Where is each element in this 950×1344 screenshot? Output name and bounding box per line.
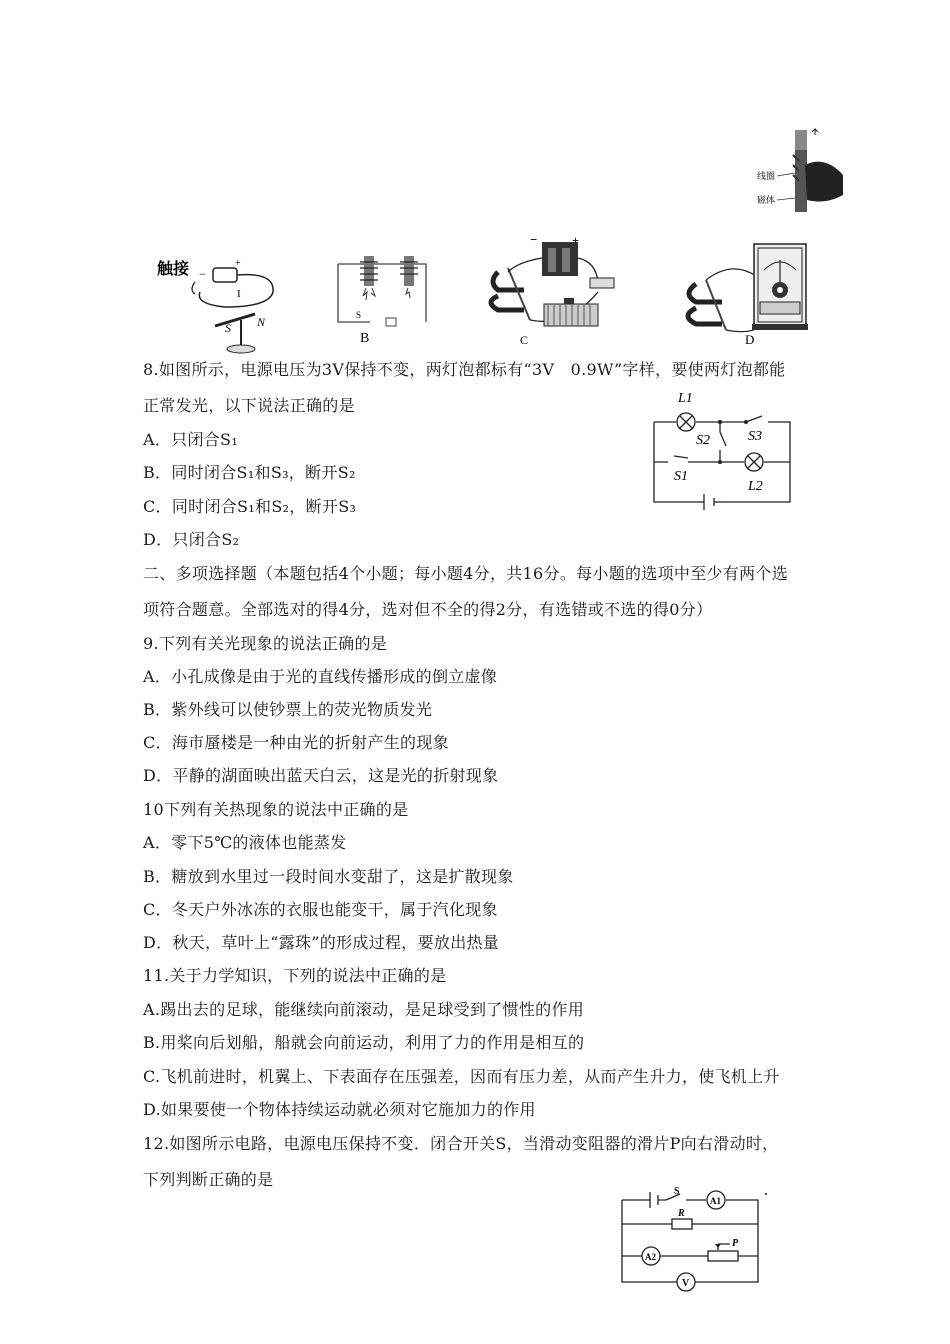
figure-d-generator-galvanometer [672,240,812,348]
q12-circuit-diagram [614,1186,774,1298]
q8-stem-line1: 8.如图所示，电源电压为3V保持不变，两灯泡都标有“3V 0.9W”字样，要使两灯泡都能 [143,360,786,379]
svg-text:S: S [225,321,231,335]
label-s3: S3 [748,429,762,444]
q8-option-a: A．只闭合S₁ [143,430,239,449]
resistor-r [672,1219,692,1229]
q11-option-b: B.用桨向后划船，船就会向前运动，利用了力的作用是相互的 [143,1033,585,1052]
q9-option-c: C．海市蜃楼是一种由光的折射产生的现象 [143,733,449,752]
q12-stem-line2: 下列判断正确的是 [143,1170,274,1189]
hand-coil-figure [755,125,845,220]
label-r: R [678,1208,685,1219]
svg-text:+: + [572,233,579,247]
battery [213,268,237,282]
q11-option-c: C.飞机前进时，机翼上、下表面存在压强差，因而有压力差，从而产生升力，使飞机上升 [143,1067,780,1086]
q8-option-d: D．只闭合S₂ [143,530,240,549]
horseshoe-magnet [688,284,722,324]
q8-option-b: B．同时闭合S₁和S₃，断开S₂ [143,463,356,482]
svg-text:I: I [237,288,241,300]
label-a2: A2 [645,1252,656,1262]
q9-option-a: A．小孔成像是由于光的直线传播形成的倒立虚像 [143,667,498,686]
electromagnet-right [404,256,414,286]
svg-text:+: + [235,258,241,269]
svg-text:−: − [530,232,538,247]
label-d: D [745,332,755,347]
section2-heading-line2: 项符合题意。全部选对的得4分，选对但不全的得2分，有选错或不选的得0分） [143,600,713,619]
label-c: C [520,333,529,347]
q10-option-a: A．零下5℃的液体也能蒸发 [143,833,347,852]
svg-text:S: S [356,310,362,320]
q11-stem: 11.关于力学知识，下列的说法中正确的是 [143,966,447,985]
q11-option-a: A.踢出去的足球，能继续向前滚动，是足球受到了惯性的作用 [143,1000,585,1019]
label-l2: L2 [748,479,763,494]
label-a1: A1 [710,1196,721,1206]
figure-a-compass-wire [155,252,285,356]
label-s2: S2 [696,433,710,448]
compass-needle [215,314,255,326]
figure-c-motor-circuit [478,232,628,348]
q10-option-d: D．秋天，草叶上“露珠”的形成过程，要放出热量 [143,933,500,952]
q9-option-d: D．平静的湖面映出蓝天白云，这是光的折射现象 [143,766,499,785]
coil-label: 线圈 [757,171,776,181]
q9-stem: 9.下列有关光现象的说法正确的是 [143,634,388,653]
label-s1: S1 [674,469,688,484]
figure-b-electromagnets [330,252,440,348]
q10-option-c: C．冬天户外冰冻的衣服也能变干，属于汽化现象 [143,900,498,919]
label-p: P [732,1238,739,1249]
q10-stem: 10下列有关热现象的说法中正确的是 [143,800,409,819]
section2-heading-line1: 二、多项选择题（本题包括4个小题；每小题4分，共16分。每小题的选项中至少有两个选 [143,564,789,583]
label-l1: L1 [678,391,693,406]
q11-option-d: D.如果要使一个物体持续运动就必须对它施加力的作用 [143,1100,536,1119]
touch-label: 触接 [157,261,190,278]
q8-stem-line2: 正常发光，以下说法正确的是 [143,396,355,415]
q12-stem-line1: 12.如图所示电路，电源电压保持不变．闭合开关S，当滑动变阻器的滑片P向右滑动时， [143,1134,779,1153]
battery-box [542,242,578,276]
svg-text:N: N [257,315,266,329]
q9-option-b: B．紫外线可以使钞票上的荧光物质发光 [143,700,433,719]
label-s: S [674,1186,680,1197]
q10-option-b: B．糖放到水里过一段时间水变甜了，这是扩散现象 [143,867,514,886]
svg-text:−: − [199,267,206,281]
electromagnet-left [364,256,374,286]
label-v: V [682,1278,690,1289]
label-b: B [360,331,370,346]
q8-circuit-diagram [648,386,796,516]
magnet-label: 磁体 [757,195,776,205]
hand-shape [805,162,843,202]
q8-option-c: C．同时闭合S₁和S₂，断开S₃ [143,497,357,516]
rheostat-p [708,1251,738,1261]
horseshoe-magnet [491,272,524,310]
